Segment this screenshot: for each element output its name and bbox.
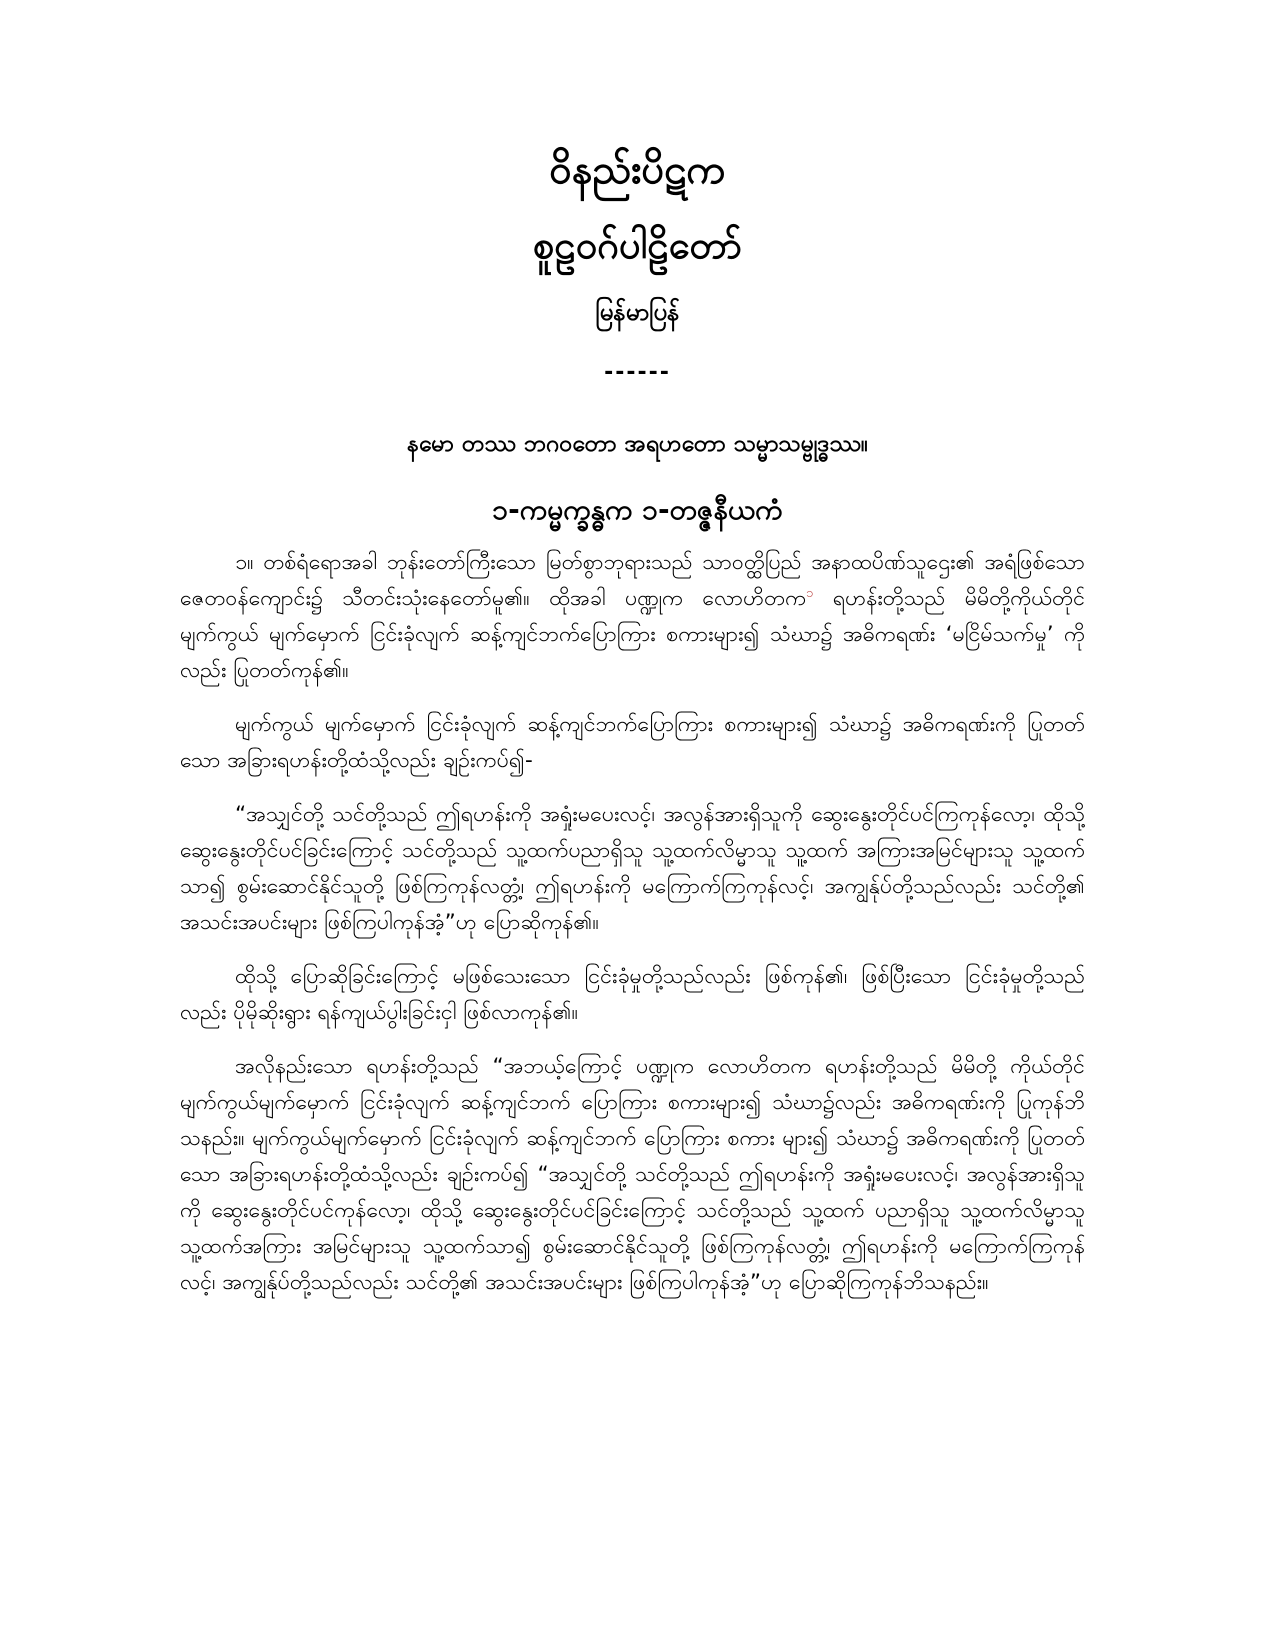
homage-line: နမော တဿ ဘဂဝတော အရဟတော သမ္မာသမ္ဗုဒ္ဓဿ။ bbox=[407, 431, 868, 457]
footnote-marker[interactable]: ၁ bbox=[806, 585, 814, 601]
chapter-heading: ၁-ကမ္မက္ခန္ဓက ၁-တဇ္ဇနီယကံ bbox=[492, 493, 783, 526]
paragraph-4: ထိုသို့ ပြောဆိုခြင်းကြောင့် မဖြစ်သေးသော ငြင်းခုံမှုတို့သည်လည်း ဖြစ်ကုန်၏၊ ဖြစ်ပြီးသော ငြင်းခုံမှုတို့သည်လည်း ပိုမိုဆိုးရွား ရန်ကျယ်ပွါးခြင်းငှါ ဖြစ်လာကုန်၏။ bbox=[180, 964, 1085, 1025]
document-subtitle: စူဠဝဂ်ပါဠိတော် bbox=[532, 223, 743, 267]
paragraph-3: “အသျှင်တို့ သင်တို့သည် ဤရဟန်းကို အရှုံးမပေးလင့်၊ အလွန်အားရှိသူကို ဆွေးနွေးတိုင်ပင်ကြကုန်လော့၊ ထိုသို့ ဆွေးနွေးတိုင်ပင်ခြင်းကြောင့် သင်တို့သည် သူ့ထက်ပညာရှိသူ သူ့ထက်လိမ္မာသူ သူ့ထက် အကြားအမြင်များသူ သူ့ထက်သာ၍ စွမ်းဆောင်နိုင်သူတို့ ဖြစ်ကြကုန်လတ္တံ့၊ ဤရဟန်းကို မကြောက်ကြကုန်လင့်၊ အကျွန်ုပ်တို့သည်လည်း သင်တို့၏ အသင်းအပင်းများ ဖြစ်ကြပါကုန်အံ့”ဟု ပြောဆိုကုန်၏။ bbox=[180, 802, 1085, 935]
language-label: မြန်မာပြန် bbox=[595, 298, 680, 326]
paragraph-1 bbox=[180, 545, 1085, 689]
paragraph-1-text: ၁။ တစ်ရံရောအခါ ဘုန်းတော်ကြီးသော မြတ်စွာဘုရားသည် သာဝတ္ထိပြည် အနာထပိဏ်သူဌေး၏ အရံဖြစ်သော ဇေတဝန်ကျောင်း၌ သီတင်းသုံးနေတော်မူ၏။ ထိုအခါ ပဏ္ဍုက လောဟိတက bbox=[180, 550, 1085, 611]
body-text bbox=[180, 545, 1085, 1319]
paragraph-2: မျက်ကွယ် မျက်မှောက် ငြင်းခုံလျက် ဆန့်ကျင်ဘက်ပြောကြား စကားများ၍ သံဃာ၌ အဓိကရဏ်းကို ပြုတတ်သော အခြားရဟန်းတို့ထံသို့လည်း ချဉ်းကပ်၍- bbox=[180, 712, 1085, 773]
document-title: ဝိနည်းပိဋက bbox=[549, 147, 726, 193]
paragraph-1-text-continued: ရဟန်းတို့သည် မိမိတို့ကိုယ်တိုင် မျက်ကွယ် မျက်မှောက် ငြင်းခုံလျက် ဆန့်ကျင်ဘက်ပြောကြား စကားများ၍ သံဃာ၌ အဓိကရဏ်း ‘မငြိမ်သက်မှု’ ကိုလည်း ပြုတတ်ကုန်၏။ bbox=[180, 586, 1085, 683]
paragraph-5: အလိုနည်းသော ရဟန်းတို့သည် “အဘယ့်ကြောင့် ပဏ္ဍုက လောဟိတက ရဟန်းတို့သည် မိမိတို့ ကိုယ်တိုင် မျက်ကွယ်မျက်မှောက် ငြင်းခုံလျက် ဆန့်ကျင်ဘက် ပြောကြား စကားများ၍ သံဃာ၌လည်း အဓိကရဏ်းကို ပြုကုန်ဘိသနည်း။ မျက်ကွယ်မျက်မှောက် ငြင်းခုံလျက် ဆန့်ကျင်ဘက် ပြောကြား စကား များ၍ သံဃာ၌ အဓိကရဏ်းကို ပြုတတ်သော အခြားရဟန်းတို့ထံသို့လည်း ချဉ်းကပ်၍ “အသျှင်တို့ သင်တို့သည် ဤရဟန်းကို အရှုံးမပေးလင့်၊ အလွန်အားရှိသူကို ဆွေးနွေးတိုင်ပင်ကုန်လော့၊ ထိုသို့ ဆွေးနွေးတိုင်ပင်ခြင်းကြောင့် သင်တို့သည် သူ့ထက် ပညာရှိသူ သူ့ထက်လိမ္မာသူ သူ့ထက်အကြား အမြင်များသူ သူ့ထက်သာ၍ စွမ်းဆောင်နိုင်သူတို့ ဖြစ်ကြကုန်လတ္တံ့၊ ဤရဟန်းကို မကြောက်ကြကုန်လင့်၊ အကျွန်ုပ်တို့သည်လည်း သင်တို့၏ အသင်းအပင်းများ ဖြစ်ကြပါကုန်အံ့”ဟု ပြောဆိုကြကုန်ဘိသနည်း။ bbox=[180, 1054, 1085, 1295]
section-divider: ------ bbox=[604, 360, 671, 385]
